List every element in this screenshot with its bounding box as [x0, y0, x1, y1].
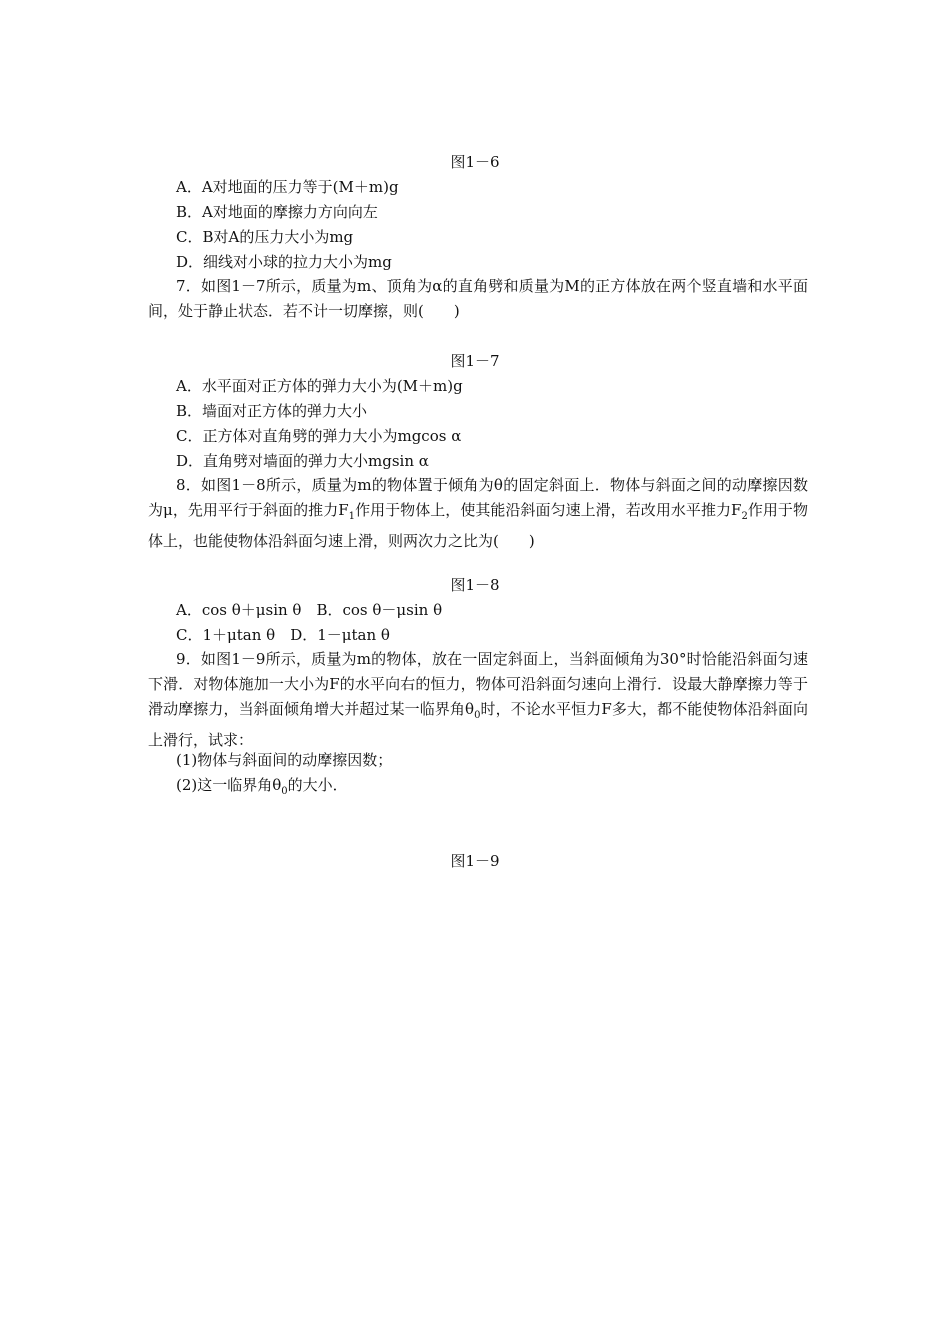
figure-caption-1-9: 图1－9 — [450, 852, 500, 870]
option-a: A．水平面对正方体的弹力大小为(M＋m)g — [176, 377, 463, 395]
option-d: D．细线对小球的拉力大小为mg — [176, 253, 392, 271]
figure-caption-1-7: 图1－7 — [450, 352, 500, 370]
question-7-text: 7．如图1－7所示，质量为m、顶角为α的直角劈和质量为M的正方体放在两个竖直墙和水平面间，处于静止状态．若不计一切摩擦，则( ) — [148, 277, 808, 320]
question-9-text: 9．如图1－9所示，质量为m的物体，放在一固定斜面上，当斜面倾角为30°时恰能沿斜面匀速下滑．对物体施加一大小为F的水平向右的恒力，物体可沿斜面匀速向上滑行．设最大静摩擦力等于滑动摩擦力，当斜面倾角增大并超过某一临界角$\theta_0$时，不论水平恒力F多大，都不能使物体沿斜面向上滑行，试求： — [148, 650, 808, 749]
options-line-2: C．1＋μtan θ D．1－μtan θ — [176, 626, 390, 644]
option-b: B．墙面对正方体的弹力大小 — [176, 402, 368, 420]
question-9-part-2: (2)这一临界角$\theta_0$的大小． — [176, 776, 348, 797]
question-9-part-1: (1)物体与斜面间的动摩擦因数； — [176, 751, 393, 769]
option-a: A．A对地面的压力等于(M＋m)g — [176, 178, 399, 196]
options-line-1: A．cos θ＋μsin θ B．cos θ－μsin θ — [176, 601, 443, 619]
option-c: C．B对A的压力大小为mg — [176, 228, 354, 246]
figure-caption-1-8: 图1－8 — [450, 576, 500, 594]
question-8-text: 8．如图1－8所示，质量为m的物体置于倾角为θ的固定斜面上．物体与斜面之间的动摩擦因数为μ，先用平行于斜面的推力$F_1$作用于物体上，使其能沿斜面匀速上滑，若改用水平推力$F_2$作用于物体上，也能使物体沿斜面匀速上滑，则两次力之比为( ) — [148, 476, 808, 550]
option-b: B．A对地面的摩擦力方向向左 — [176, 203, 378, 221]
figure-caption-1-6: 图1－6 — [450, 153, 500, 171]
option-d: D．直角劈对墙面的弹力大小mgsin α — [176, 452, 429, 470]
option-c: C．正方体对直角劈的弹力大小为mgcos α — [176, 427, 462, 445]
